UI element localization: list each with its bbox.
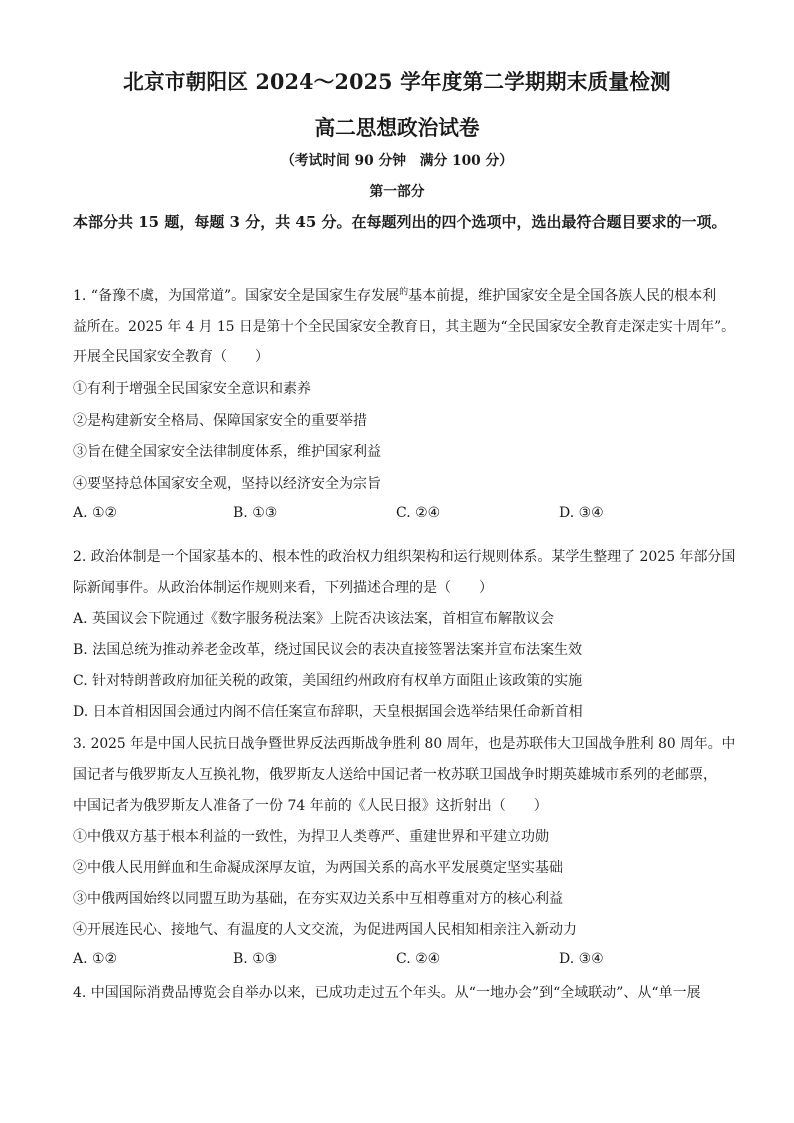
q1-statement-1: ①有利于增强全民国家安全意识和素养 bbox=[73, 381, 311, 397]
q1-stem-line3: 开展全民国家安全教育（ ） bbox=[73, 349, 269, 365]
q1-option-b: B. ①③ bbox=[233, 505, 278, 521]
q1-options bbox=[73, 505, 733, 525]
q3-option-b: B. ①③ bbox=[233, 951, 278, 967]
exam-title: 北京市朝阳区 2024～2025 学年度第二学期期末质量检测 bbox=[123, 69, 671, 94]
q3-stem-line2: 国记者与俄罗斯友人互换礼物，俄罗斯友人送给中国记者一枚苏联卫国战争时期英雄城市系列的老邮票， bbox=[73, 767, 717, 783]
q1-statement-2: ②是构建新安全格局、保障国家安全的重要举措 bbox=[73, 413, 367, 429]
q1-statement-3: ③旨在健全国家安全法律制度体系，维护国家利益 bbox=[73, 444, 381, 460]
q3-stem-line3: 中国记者为俄罗斯友人准备了一份 74 年前的《人民日报》这折射出（ ） bbox=[73, 798, 548, 814]
q2-stem-line1: 2. 政治体制是一个国家基本的、根本性的政治权力组织架构和运行规则体系。某学生整理了 2025 年部分国 bbox=[73, 549, 736, 565]
exam-subtitle: 高二思想政治试卷 bbox=[314, 115, 480, 140]
q3-statement-3: ③中俄两国始终以同盟互助为基础，在夯实双边关系中互相尊重对方的核心利益 bbox=[73, 891, 563, 907]
q3-stem-line1: 3. 2025 年是中国人民抗日战争暨世界反法西斯战争胜利 80 周年，也是苏联伟大卫国战争胜利 80 周年。中 bbox=[73, 736, 736, 752]
q4-stem-line1: 4. 中国国际消费品博览会自举办以来，已成功走过五个年头。从“一地办会”到“全域联动”、从“单一展 bbox=[73, 985, 701, 1001]
q1-stem-line2: 益所在。2025 年 4 月 15 日是第十个全民国家安全教育日，其主题为“全民国家安全教育走深走实十周年”。 bbox=[73, 319, 735, 335]
q3-option-d: D. ③④ bbox=[559, 951, 604, 967]
q2-option-c: C. 针对特朗普政府加征关税的政策，美国纽约州政府有权单方面阻止该政策的实施 bbox=[73, 673, 583, 689]
part-heading: 第一部分 bbox=[369, 184, 425, 200]
q1-stem-line1b: 基本前提，维护国家安全是全国各族人民的根本利 bbox=[408, 288, 717, 304]
section-instructions: 本部分共 15 题，每题 3 分，共 45 分。在每题列出的四个选项中，选出最符合题目要求的一项。 bbox=[73, 213, 727, 231]
q3-option-a: A. ①② bbox=[73, 951, 118, 967]
q3-option-c: C. ②④ bbox=[396, 951, 441, 967]
q1-statement-4: ④要坚持总体国家安全观，坚持以经济安全为宗旨 bbox=[73, 476, 381, 492]
q3-statement-2: ②中俄人民用鲜血和生命凝成深厚友谊，为两国关系的高水平发展奠定坚实基础 bbox=[73, 860, 563, 876]
q2-stem-line2: 际新闻事件。从政治体制运作规则来看，下列描述合理的是（ ） bbox=[73, 580, 493, 596]
q1-scan-mark: 的 bbox=[399, 287, 409, 298]
q1-stem-line1a: 1. “备豫不虞，为国常道”。国家安全是国家生存发展 bbox=[73, 288, 400, 304]
q3-statement-4: ④开展连民心、接地气、有温度的人文交流，为促进两国人民相知相亲注入新动力 bbox=[73, 922, 577, 938]
q3-options bbox=[73, 951, 733, 971]
q2-option-b: B. 法国总统为推动养老金改革，绕过国民议会的表决直接签署法案并宣布法案生效 bbox=[73, 642, 583, 658]
q1-option-a: A. ①② bbox=[73, 505, 118, 521]
q2-option-a: A. 英国议会下院通过《数字服务税法案》上院否决该法案，首相宣布解散议会 bbox=[73, 611, 555, 627]
q2-option-d: D. 日本首相因国会通过内阁不信任案宣布辞职，天皇根据国会选举结果任命新首相 bbox=[73, 704, 583, 720]
q3-statement-1: ①中俄双方基于根本利益的一致性，为捍卫人类尊严、重建世界和平建立功勋 bbox=[73, 829, 549, 845]
exam-info: （考试时间 90 分钟 满分 100 分） bbox=[280, 153, 514, 169]
q1-stem-line1 bbox=[73, 286, 716, 306]
q1-option-c: C. ②④ bbox=[396, 505, 441, 521]
q1-option-d: D. ③④ bbox=[559, 505, 604, 521]
